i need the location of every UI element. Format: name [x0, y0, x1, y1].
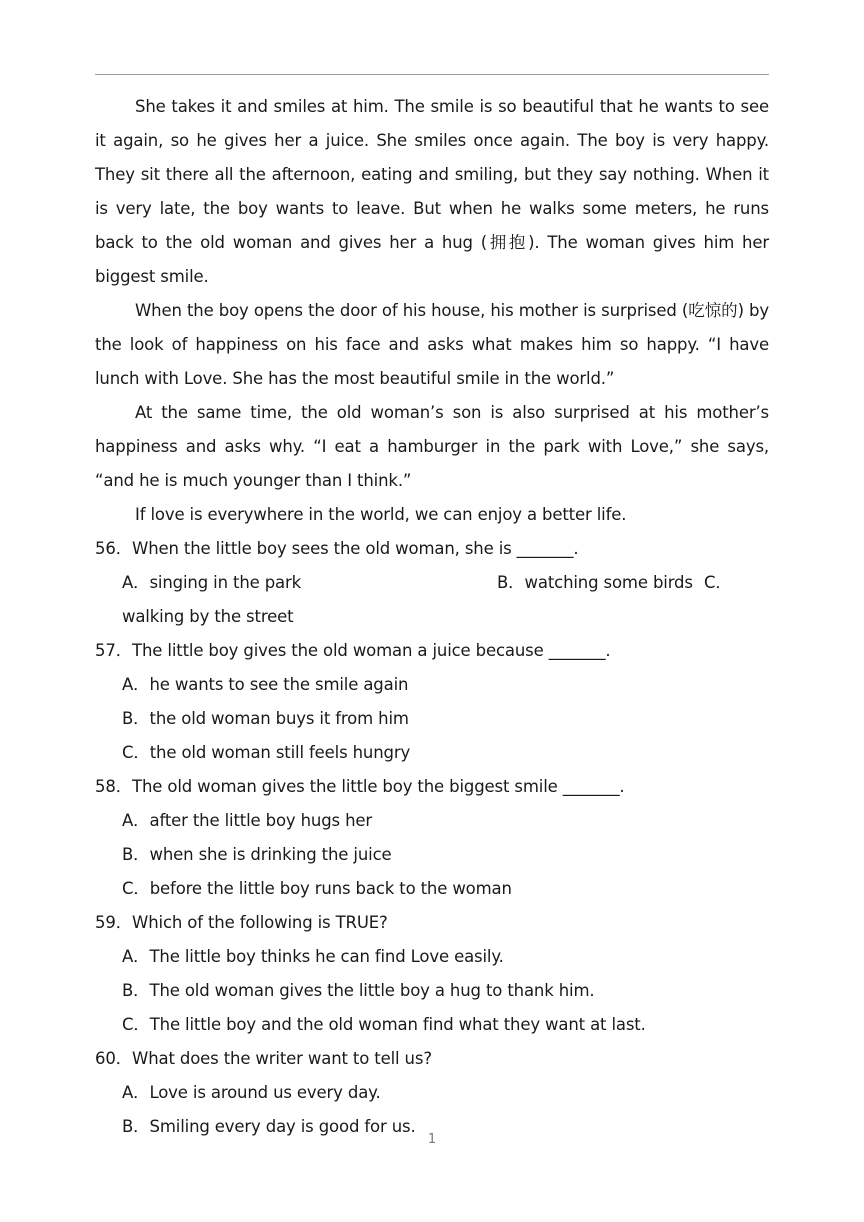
- option-b: B．watching some birds: [497, 573, 693, 592]
- option-b: B．the old woman buys it from him: [122, 709, 409, 728]
- question-stem: 58．The old woman gives the little boy the biggest smile _______.: [95, 777, 625, 796]
- reading-passage: [95, 90, 769, 532]
- question-56: [95, 532, 769, 634]
- header-rule: [95, 74, 769, 75]
- question-stem: 59．Which of the following is TRUE?: [95, 913, 388, 932]
- option-a: A．singing in the park: [122, 573, 302, 592]
- passage-paragraph: At the same time, the old woman’s son is also surprised at his mother’s happiness and asks why. “I eat a hamburger in the park with Love,” she says, “and he is much younger than I think.”: [95, 403, 769, 490]
- question-58: [95, 770, 769, 906]
- option-c: C．before the little boy runs back to the woman: [122, 879, 512, 898]
- question-57: [95, 634, 769, 770]
- question-60: [95, 1042, 769, 1144]
- question-stem: 57．The little boy gives the old woman a juice because _______.: [95, 641, 611, 660]
- page-number: 1: [427, 1132, 437, 1147]
- option-c-text: walking by the street: [122, 607, 294, 626]
- option-row: [95, 566, 769, 600]
- option-a: A．Love is around us every day.: [122, 1083, 381, 1102]
- passage-paragraph: She takes it and smiles at him. The smile is so beautiful that he wants to see it again, so he gives her a juice. She smiles once again. The boy is very happy. They sit there all the afternoon, eating and smiling, but they say nothing. When it is very late, the boy wants to leave. But when he walks some meters, he runs back to the old woman and gives her a hug (拥抱). The woman gives him her biggest smile.: [95, 97, 769, 286]
- option-a: A．The little boy thinks he can find Love easily.: [122, 947, 504, 966]
- option-b: B．Smiling every day is good for us.: [122, 1117, 416, 1136]
- document-page: [95, 0, 769, 1222]
- option-c: C．The little boy and the old woman find what they want at last.: [122, 1015, 646, 1034]
- passage-paragraph: If love is everywhere in the world, we can enjoy a better life.: [135, 505, 627, 524]
- option-b: B．when she is drinking the juice: [122, 845, 392, 864]
- option-c: C．the old woman still feels hungry: [122, 743, 411, 762]
- question-stem: 60．What does the writer want to tell us?: [95, 1049, 432, 1068]
- passage-paragraph: When the boy opens the door of his house, his mother is surprised (吃惊的) by the look of happiness on his face and asks what makes him so happy. “I have lunch with Love. She has the most beautiful smile in the world.”: [95, 301, 769, 388]
- option-a: A．he wants to see the smile again: [122, 675, 409, 694]
- option-a: A．after the little boy hugs her: [122, 811, 373, 830]
- option-b: B．The old woman gives the little boy a hug to thank him.: [122, 981, 595, 1000]
- option-c-label: C．: [704, 573, 732, 592]
- question-stem: 56．When the little boy sees the old woman, she is _______.: [95, 539, 579, 558]
- question-59: [95, 906, 769, 1042]
- document-content: [95, 90, 769, 1144]
